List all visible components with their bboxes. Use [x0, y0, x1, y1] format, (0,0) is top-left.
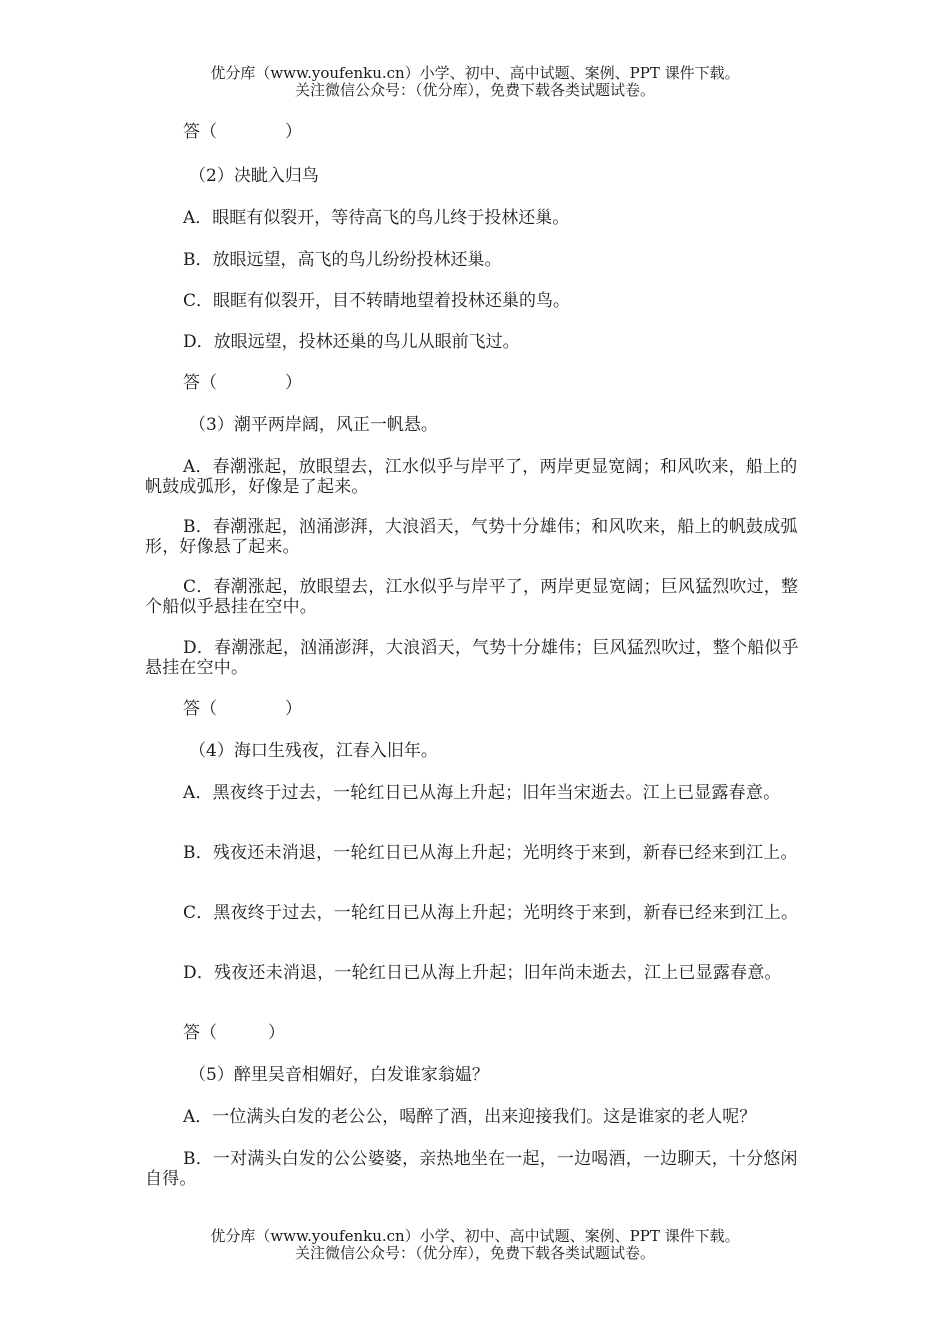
question-3-option-b: B．春潮涨起，汹涌澎湃，大浪滔天，气势十分雄伟；和风吹来，船上的帆鼓成弧形，好像悬了起来。 [145, 517, 798, 557]
question-3-option-a: A．春潮涨起，放眼望去，江水似乎与岸平了，两岸更显宽阔；和风吹来，船上的帆鼓成弧形，好像是了起来。 [145, 457, 798, 497]
question-2-title: （2）决眦入归鸟 [189, 166, 319, 186]
question-2-option-b: B．放眼远望，高飞的鸟儿纷纷投林还巢。 [183, 250, 502, 270]
header-line-1: 优分库（www.youfenku.cn）小学、初中、高中试题、案例、PPT 课件下载。 [210, 64, 740, 82]
answer-blank-4: 答（ ） [183, 1023, 285, 1043]
answer-blank-1: 答（ ） [183, 122, 302, 142]
answer-blank-3: 答（ ） [183, 699, 302, 719]
question-4-option-d: D．残夜还未消退，一轮红日已从海上升起；旧年尚未逝去，江上已显露春意。 [183, 963, 782, 983]
question-2-option-d: D．放眼远望，投林还巢的鸟儿从眼前飞过。 [183, 332, 520, 352]
question-4-title: （4）海口生残夜，江春入旧年。 [189, 741, 438, 761]
header-line-2: 关注微信公众号：（优分库），免费下载各类试题试卷。 [294, 81, 655, 99]
question-2-option-c: C．眼眶有似裂开，目不转睛地望着投林还巢的鸟。 [183, 291, 571, 311]
question-3-option-c: C．春潮涨起，放眼望去，江水似乎与岸平了，两岸更显宽阔；巨风猛烈吹过，整个船似乎悬挂在空中。 [145, 577, 799, 617]
footer-line-2: 关注微信公众号：（优分库），免费下载各类试题试卷。 [294, 1244, 655, 1262]
footer-line-1: 优分库（www.youfenku.cn）小学、初中、高中试题、案例、PPT 课件下载。 [210, 1227, 740, 1245]
question-2-option-a: A．眼眶有似裂开，等待高飞的鸟儿终于投林还巢。 [183, 208, 570, 228]
question-4-option-c: C．黑夜终于过去，一轮红日已从海上升起；光明终于来到，新春已经来到江上。 [183, 903, 799, 923]
question-4-option-b: B．残夜还未消退，一轮红日已从海上升起；光明终于来到，新春已经来到江上。 [183, 843, 798, 863]
question-5-option-b: B．一对满头白发的公公婆婆，亲热地坐在一起，一边喝酒，一边聊天，十分悠闲自得。 [145, 1149, 798, 1189]
question-5-option-a: A．一位满头白发的老公公，喝醉了酒，出来迎接我们。这是谁家的老人呢？ [183, 1107, 757, 1127]
question-3-title: （3）潮平两岸阔，风正一帆悬。 [189, 415, 438, 435]
question-4-option-a: A．黑夜终于过去，一轮红日已从海上升起；旧年当宋逝去。江上已显露春意。 [183, 783, 781, 803]
question-3-option-d: D．春潮涨起，汹涌澎湃，大浪滔天，气势十分雄伟；巨风猛烈吹过，整个船似乎悬挂在空中。 [145, 638, 799, 678]
question-5-title: （5）醉里吴音相媚好，白发谁家翁媪？ [189, 1065, 489, 1085]
page-header [0, 65, 950, 99]
answer-blank-2: 答（ ） [183, 373, 302, 393]
page-footer [0, 1228, 950, 1262]
